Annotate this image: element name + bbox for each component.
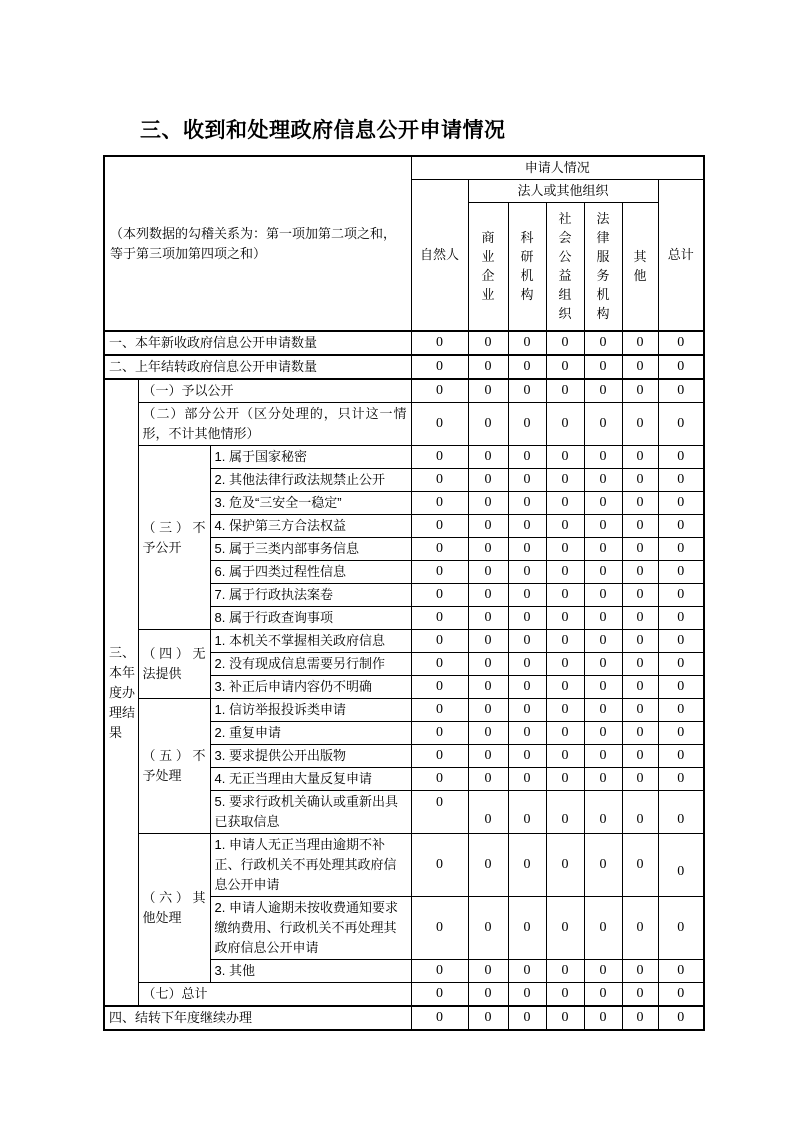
value-cell: 0 — [584, 1006, 622, 1030]
value-cell: 0 — [411, 469, 468, 492]
value-cell: 0 — [468, 584, 508, 607]
value-cell: 0 — [622, 515, 658, 538]
value-cell: 0 — [468, 630, 508, 653]
item-label: 2. 其他法律行政法规禁止公开 — [210, 469, 411, 492]
value-cell: 0 — [546, 745, 584, 768]
value-cell: 0 — [411, 584, 468, 607]
value-cell: 0 — [546, 676, 584, 699]
value-cell: 0 — [508, 745, 546, 768]
value-cell: 0 — [546, 331, 584, 355]
header-legal-org-group: 法人或其他组织 — [468, 180, 658, 203]
value-cell: 0 — [622, 960, 658, 983]
value-cell: 0 — [622, 607, 658, 630]
item-label: 4. 无正当理由大量反复申请 — [210, 768, 411, 791]
section-label-total: （七）总计 — [138, 983, 411, 1007]
value-cell: 0 — [411, 403, 468, 446]
vertical-label: 社会公益组织 — [558, 211, 572, 321]
value-cell: 0 — [546, 607, 584, 630]
value-cell: 0 — [622, 983, 658, 1007]
value-cell: 0 — [546, 699, 584, 722]
value-cell: 0 — [546, 897, 584, 960]
value-cell: 0 — [411, 492, 468, 515]
value-cell: 0 — [508, 983, 546, 1007]
item-label: 8. 属于行政查询事项 — [210, 607, 411, 630]
table-row — [104, 699, 704, 722]
value-cell: 0 — [508, 653, 546, 676]
value-cell: 0 — [411, 834, 468, 897]
value-cell: 0 — [658, 446, 704, 469]
value-cell: 0 — [584, 745, 622, 768]
value-cell: 0 — [468, 355, 508, 379]
item-label: 2. 重复申请 — [210, 722, 411, 745]
value-cell: 0 — [411, 561, 468, 584]
row-label: 二、上年结转政府信息公开申请数量 — [104, 355, 411, 379]
value-cell: 0 — [468, 791, 508, 834]
value-cell: 0 — [622, 538, 658, 561]
item-label: 1. 申请人无正当理由逾期不补正、行政机关不再处理其政府信息公开申请 — [210, 834, 411, 897]
value-cell: 0 — [468, 492, 508, 515]
value-cell: 0 — [622, 469, 658, 492]
value-cell: 0 — [508, 403, 546, 446]
value-cell: 0 — [546, 561, 584, 584]
value-cell: 0 — [658, 584, 704, 607]
value-cell: 0 — [622, 768, 658, 791]
value-cell: 0 — [658, 960, 704, 983]
header-col-natural-person: 自然人 — [411, 180, 468, 332]
value-cell: 0 — [546, 469, 584, 492]
value-cell: 0 — [468, 653, 508, 676]
value-cell: 0 — [584, 469, 622, 492]
value-cell: 0 — [411, 331, 468, 355]
value-cell: 0 — [411, 607, 468, 630]
value-cell: 0 — [584, 653, 622, 676]
table-row — [104, 331, 704, 355]
value-cell: 0 — [411, 515, 468, 538]
value-cell: 0 — [658, 403, 704, 446]
value-cell: 0 — [584, 630, 622, 653]
value-cell: 0 — [411, 653, 468, 676]
item-label: 3. 要求提供公开出版物 — [210, 745, 411, 768]
value-cell: 0 — [584, 584, 622, 607]
value-cell: 0 — [411, 745, 468, 768]
value-cell: 0 — [508, 834, 546, 897]
value-cell: 0 — [468, 960, 508, 983]
header-col-other — [622, 203, 658, 332]
value-cell: 0 — [658, 745, 704, 768]
item-label: 1. 信访举报投诉类申请 — [210, 699, 411, 722]
value-cell: 0 — [584, 515, 622, 538]
value-cell: 0 — [468, 515, 508, 538]
value-cell: 0 — [508, 379, 546, 403]
value-cell: 0 — [411, 446, 468, 469]
value-cell: 0 — [658, 561, 704, 584]
value-cell: 0 — [546, 492, 584, 515]
value-cell: 0 — [622, 676, 658, 699]
value-cell: 0 — [411, 960, 468, 983]
value-cell: 0 — [622, 379, 658, 403]
value-cell: 0 — [658, 355, 704, 379]
value-cell: 0 — [622, 722, 658, 745]
row-group-label-annual-results: 三、本年度办理结果 — [104, 379, 138, 1006]
value-cell: 0 — [468, 403, 508, 446]
value-cell: 0 — [411, 983, 468, 1007]
value-cell: 0 — [622, 834, 658, 897]
value-cell: 0 — [584, 983, 622, 1007]
header-col-social-welfare-org — [546, 203, 584, 332]
value-cell: 0 — [584, 561, 622, 584]
value-cell: 0 — [508, 699, 546, 722]
value-cell: 0 — [411, 722, 468, 745]
value-cell: 0 — [622, 584, 658, 607]
value-cell: 0 — [658, 331, 704, 355]
value-cell: 0 — [508, 630, 546, 653]
value-cell: 0 — [508, 1006, 546, 1030]
value-cell: 0 — [468, 745, 508, 768]
value-cell: 0 — [468, 983, 508, 1007]
value-cell: 0 — [658, 469, 704, 492]
value-cell: 0 — [546, 791, 584, 834]
value-cell: 0 — [411, 699, 468, 722]
value-cell: 0 — [468, 699, 508, 722]
value-cell: 0 — [468, 379, 508, 403]
value-cell: 0 — [622, 561, 658, 584]
value-cell: 0 — [658, 834, 704, 897]
value-cell: 0 — [622, 699, 658, 722]
value-cell: 0 — [468, 897, 508, 960]
value-cell: 0 — [546, 584, 584, 607]
value-cell: 0 — [622, 1006, 658, 1030]
value-cell: 0 — [584, 722, 622, 745]
value-cell: 0 — [584, 768, 622, 791]
value-cell: 0 — [584, 960, 622, 983]
value-cell: 0 — [546, 722, 584, 745]
section-label-other-handling: （六）其他处理 — [138, 834, 210, 983]
table-row — [104, 355, 704, 379]
section-label-unable-to-provide: （四）无法提供 — [138, 630, 210, 699]
item-label: 5. 属于三类内部事务信息 — [210, 538, 411, 561]
value-cell: 0 — [546, 834, 584, 897]
value-cell: 0 — [622, 897, 658, 960]
value-cell: 0 — [622, 492, 658, 515]
value-cell: 0 — [622, 446, 658, 469]
value-cell: 0 — [468, 722, 508, 745]
value-cell: 0 — [658, 983, 704, 1007]
value-cell: 0 — [584, 331, 622, 355]
value-cell: 0 — [508, 960, 546, 983]
item-label: 5. 要求行政机关确认或重新出具已获取信息 — [210, 791, 411, 834]
item-label: 4. 保护第三方合法权益 — [210, 515, 411, 538]
row-label: 一、本年新收政府信息公开申请数量 — [104, 331, 411, 355]
page-title: 三、收到和处理政府信息公开申请情况 — [140, 119, 506, 142]
value-cell: 0 — [508, 791, 546, 834]
value-cell: 0 — [508, 561, 546, 584]
value-cell: 0 — [584, 492, 622, 515]
value-cell: 0 — [468, 1006, 508, 1030]
value-cell: 0 — [658, 722, 704, 745]
value-cell: 0 — [584, 355, 622, 379]
section-label: （一）予以公开 — [138, 379, 411, 403]
table-row — [104, 983, 704, 1007]
value-cell: 0 — [584, 607, 622, 630]
value-cell: 0 — [411, 1006, 468, 1030]
vertical-label: 科研机构 — [520, 230, 534, 302]
header-col-research-institution — [508, 203, 546, 332]
header-row-1 — [104, 156, 704, 180]
value-cell: 0 — [411, 791, 468, 834]
item-label: 3. 补正后申请内容仍不明确 — [210, 676, 411, 699]
table-row — [104, 446, 704, 469]
value-cell: 0 — [411, 897, 468, 960]
header-col-total: 总计 — [658, 180, 704, 332]
value-cell: 0 — [468, 834, 508, 897]
item-label: 3. 其他 — [210, 960, 411, 983]
value-cell: 0 — [411, 379, 468, 403]
value-cell: 0 — [658, 897, 704, 960]
value-cell: 0 — [508, 469, 546, 492]
value-cell: 0 — [622, 745, 658, 768]
value-cell: 0 — [508, 492, 546, 515]
value-cell: 0 — [546, 653, 584, 676]
value-cell: 0 — [622, 331, 658, 355]
value-cell: 0 — [546, 355, 584, 379]
value-cell: 0 — [411, 676, 468, 699]
table-row — [104, 403, 704, 446]
value-cell: 0 — [622, 653, 658, 676]
value-cell: 0 — [508, 515, 546, 538]
value-cell: 0 — [546, 379, 584, 403]
value-cell: 0 — [411, 538, 468, 561]
value-cell: 0 — [658, 379, 704, 403]
value-cell: 0 — [508, 584, 546, 607]
value-cell: 0 — [508, 331, 546, 355]
value-cell: 0 — [658, 699, 704, 722]
item-label: 7. 属于行政执法案卷 — [210, 584, 411, 607]
table-row — [104, 1006, 704, 1030]
value-cell: 0 — [546, 630, 584, 653]
value-cell: 0 — [584, 403, 622, 446]
value-cell: 0 — [658, 653, 704, 676]
vertical-label: 其他 — [633, 249, 647, 283]
header-col-commercial-enterprise — [468, 203, 508, 332]
row-label: 四、结转下年度继续办理 — [104, 1006, 411, 1030]
header-col-legal-service-org — [584, 203, 622, 332]
table-row — [104, 834, 704, 897]
value-cell: 0 — [584, 699, 622, 722]
item-label: 1. 本机关不掌握相关政府信息 — [210, 630, 411, 653]
value-cell: 0 — [468, 331, 508, 355]
table-row — [104, 379, 704, 403]
value-cell: 0 — [508, 676, 546, 699]
value-cell: 0 — [622, 403, 658, 446]
vertical-label: 法律服务机构 — [596, 211, 610, 321]
value-cell: 0 — [584, 538, 622, 561]
value-cell: 0 — [546, 446, 584, 469]
value-cell: 0 — [468, 538, 508, 561]
value-cell: 0 — [508, 446, 546, 469]
section-label-not-processed: （五）不予处理 — [138, 699, 210, 834]
value-cell: 0 — [508, 897, 546, 960]
value-cell: 0 — [508, 607, 546, 630]
value-cell: 0 — [658, 607, 704, 630]
item-label: 2. 申请人逾期未按收费通知要求缴纳费用、行政机关不再处理其政府信息公开申请 — [210, 897, 411, 960]
value-cell: 0 — [508, 722, 546, 745]
value-cell: 0 — [546, 403, 584, 446]
value-cell: 0 — [658, 676, 704, 699]
value-cell: 0 — [584, 379, 622, 403]
section-label-not-disclosed: （三）不予公开 — [138, 446, 210, 630]
value-cell: 0 — [584, 676, 622, 699]
value-cell: 0 — [584, 897, 622, 960]
item-label: 3. 危及“三安全一稳定” — [210, 492, 411, 515]
value-cell: 0 — [411, 768, 468, 791]
value-cell: 0 — [508, 355, 546, 379]
item-label: 6. 属于四类过程性信息 — [210, 561, 411, 584]
value-cell: 0 — [658, 768, 704, 791]
value-cell: 0 — [622, 630, 658, 653]
item-label: 2. 没有现成信息需要另行制作 — [210, 653, 411, 676]
value-cell: 0 — [546, 538, 584, 561]
value-cell: 0 — [468, 607, 508, 630]
value-cell: 0 — [468, 676, 508, 699]
value-cell: 0 — [622, 791, 658, 834]
section-label: （二）部分公开（区分处理的，只计这一情形，不计其他情形） — [138, 403, 411, 446]
value-cell: 0 — [546, 768, 584, 791]
table-row — [104, 630, 704, 653]
value-cell: 0 — [508, 538, 546, 561]
value-cell: 0 — [658, 1006, 704, 1030]
vertical-label: 商业企业 — [481, 230, 495, 302]
application-stats-table — [103, 155, 705, 1031]
value-cell: 0 — [411, 630, 468, 653]
header-applicant-group: 申请人情况 — [411, 156, 704, 180]
value-cell: 0 — [658, 791, 704, 834]
value-cell: 0 — [468, 469, 508, 492]
item-label: 1. 属于国家秘密 — [210, 446, 411, 469]
value-cell: 0 — [658, 492, 704, 515]
value-cell: 0 — [468, 768, 508, 791]
value-cell: 0 — [546, 983, 584, 1007]
value-cell: 0 — [546, 515, 584, 538]
value-cell: 0 — [658, 630, 704, 653]
stub-note: （本列数据的勾稽关系为：第一项加第二项之和，等于第三项加第四项之和） — [104, 156, 411, 331]
value-cell: 0 — [411, 355, 468, 379]
value-cell: 0 — [508, 768, 546, 791]
value-cell: 0 — [584, 446, 622, 469]
value-cell: 0 — [584, 834, 622, 897]
value-cell: 0 — [658, 538, 704, 561]
value-cell: 0 — [468, 446, 508, 469]
value-cell: 0 — [468, 561, 508, 584]
value-cell: 0 — [622, 355, 658, 379]
value-cell: 0 — [546, 1006, 584, 1030]
value-cell: 0 — [546, 960, 584, 983]
value-cell: 0 — [658, 515, 704, 538]
value-cell: 0 — [584, 791, 622, 834]
